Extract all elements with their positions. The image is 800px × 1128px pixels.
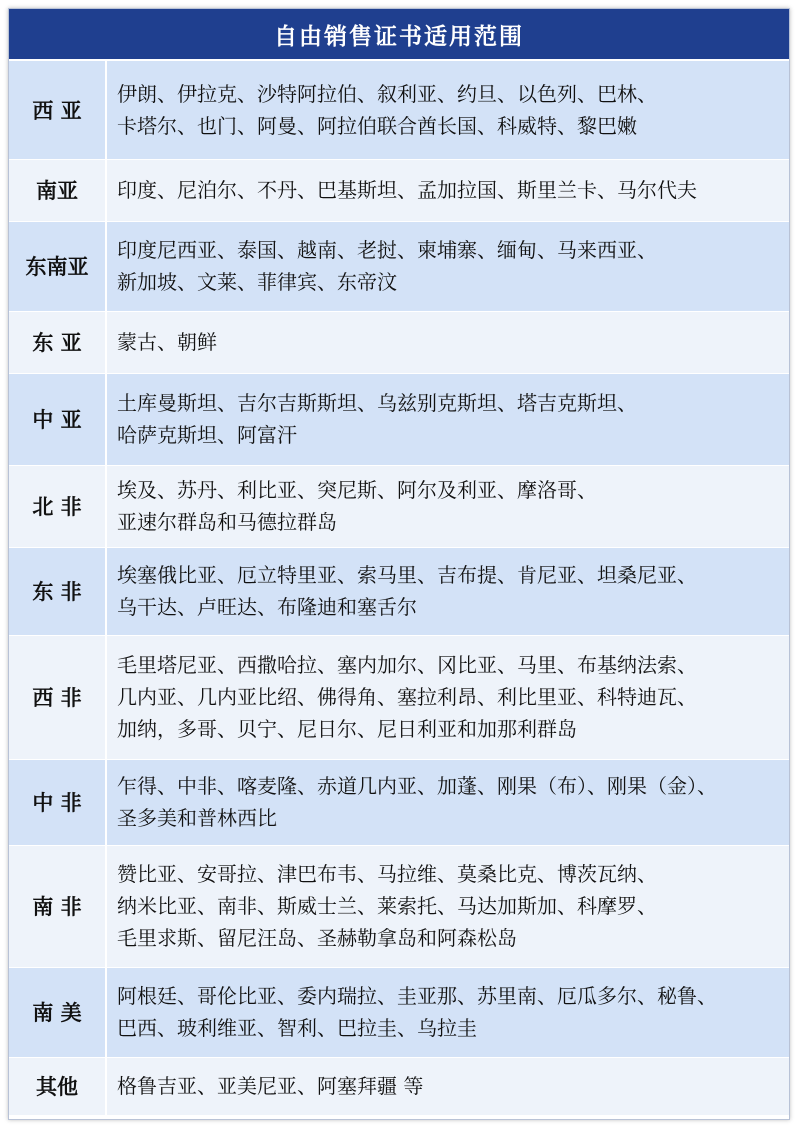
table-row: [9, 1057, 789, 1115]
region-table: [9, 61, 789, 1116]
country-list-line: 印度、尼泊尔、不丹、巴基斯坦、孟加拉国、斯里兰卡、马尔代夫: [117, 178, 697, 202]
country-list: [106, 311, 789, 373]
country-list-line: 巴西、玻利维亚、智利、巴拉圭、乌拉圭: [117, 1016, 477, 1040]
country-list-line: 赞比亚、安哥拉、津巴布韦、马拉维、莫桑比克、博茨瓦纳、: [117, 862, 657, 886]
page-title: 自由销售证书适用范围: [9, 9, 789, 61]
country-list-line: 毛里求斯、留尼汪岛、圣赫勒拿岛和阿森松岛: [117, 926, 517, 950]
country-list: [106, 845, 789, 967]
region-name: 北 非: [9, 465, 106, 547]
table-row: [9, 159, 789, 221]
region-name: 中 亚: [9, 373, 106, 465]
region-name: 南亚: [9, 159, 106, 221]
country-list-line: 格鲁吉亚、亚美尼亚、阿塞拜疆 等: [117, 1074, 424, 1098]
table-row: [9, 759, 789, 845]
country-list-line: 新加坡、文莱、菲律宾、东帝汶: [117, 270, 397, 294]
document-frame: [8, 8, 790, 1120]
country-list-line: 纳米比亚、南非、斯威士兰、莱索托、马达加斯加、科摩罗、: [117, 894, 657, 918]
region-name: 南 美: [9, 967, 106, 1057]
region-name: 南 非: [9, 845, 106, 967]
country-list-line: 土库曼斯坦、吉尔吉斯斯坦、乌兹别克斯坦、塔吉克斯坦、: [117, 391, 637, 415]
country-list: [106, 1057, 789, 1115]
table-row: [9, 635, 789, 759]
country-list-line: 阿根廷、哥伦比亚、委内瑞拉、圭亚那、苏里南、厄瓜多尔、秘鲁、: [117, 984, 717, 1008]
region-name: 西 亚: [9, 61, 106, 159]
country-list-line: 圣多美和普林西比: [117, 806, 277, 830]
country-list-line: 卡塔尔、也门、阿曼、阿拉伯联合酋长国、科威特、黎巴嫩: [117, 113, 637, 138]
table-row: [9, 547, 789, 635]
country-list-line: 埃及、苏丹、利比亚、突尼斯、阿尔及利亚、摩洛哥、: [117, 478, 597, 502]
country-list: [106, 373, 789, 465]
country-list-line: 乍得、中非、喀麦隆、赤道几内亚、加蓬、刚果（布）、刚果（金）、: [117, 774, 717, 798]
country-list: [106, 967, 789, 1057]
country-list-line: 伊朗、伊拉克、沙特阿拉伯、叙利亚、约旦、以色列、巴林、: [117, 81, 657, 106]
country-list-line: 乌干达、卢旺达、布隆迪和塞舌尔: [117, 595, 417, 619]
country-list-line: 埃塞俄比亚、厄立特里亚、索马里、吉布提、肯尼亚、坦桑尼亚、: [117, 563, 697, 587]
country-list-line: 蒙古、朝鲜: [117, 330, 217, 354]
table-row: [9, 465, 789, 547]
table-row: [9, 967, 789, 1057]
table-row: [9, 373, 789, 465]
region-name: 中 非: [9, 759, 106, 845]
region-table-body: [9, 61, 789, 1115]
table-row: [9, 61, 789, 159]
table-row: [9, 845, 789, 967]
country-list-line: 加纳，多哥、贝宁、尼日尔、尼日利亚和加那利群岛: [117, 717, 577, 741]
region-name: 东南亚: [9, 221, 106, 311]
country-list: [106, 635, 789, 759]
country-list-line: 印度尼西亚、泰国、越南、老挝、柬埔寨、缅甸、马来西亚、: [117, 238, 657, 262]
country-list-line: 亚速尔群岛和马德拉群岛: [117, 510, 337, 534]
region-name: 东 亚: [9, 311, 106, 373]
region-name: 其他: [9, 1057, 106, 1115]
table-row: [9, 311, 789, 373]
country-list-line: 几内亚、几内亚比绍、佛得角、塞拉利昂、利比里亚、科特迪瓦、: [117, 685, 697, 709]
country-list: [106, 61, 789, 159]
country-list: [106, 221, 789, 311]
country-list: [106, 465, 789, 547]
region-name: 西 非: [9, 635, 106, 759]
country-list-line: 哈萨克斯坦、阿富汗: [117, 423, 297, 447]
country-list: [106, 159, 789, 221]
country-list-line: 毛里塔尼亚、西撒哈拉、塞内加尔、冈比亚、马里、布基纳法索、: [117, 653, 697, 677]
country-list: [106, 547, 789, 635]
table-row: [9, 221, 789, 311]
country-list: [106, 759, 789, 845]
region-name: 东 非: [9, 547, 106, 635]
